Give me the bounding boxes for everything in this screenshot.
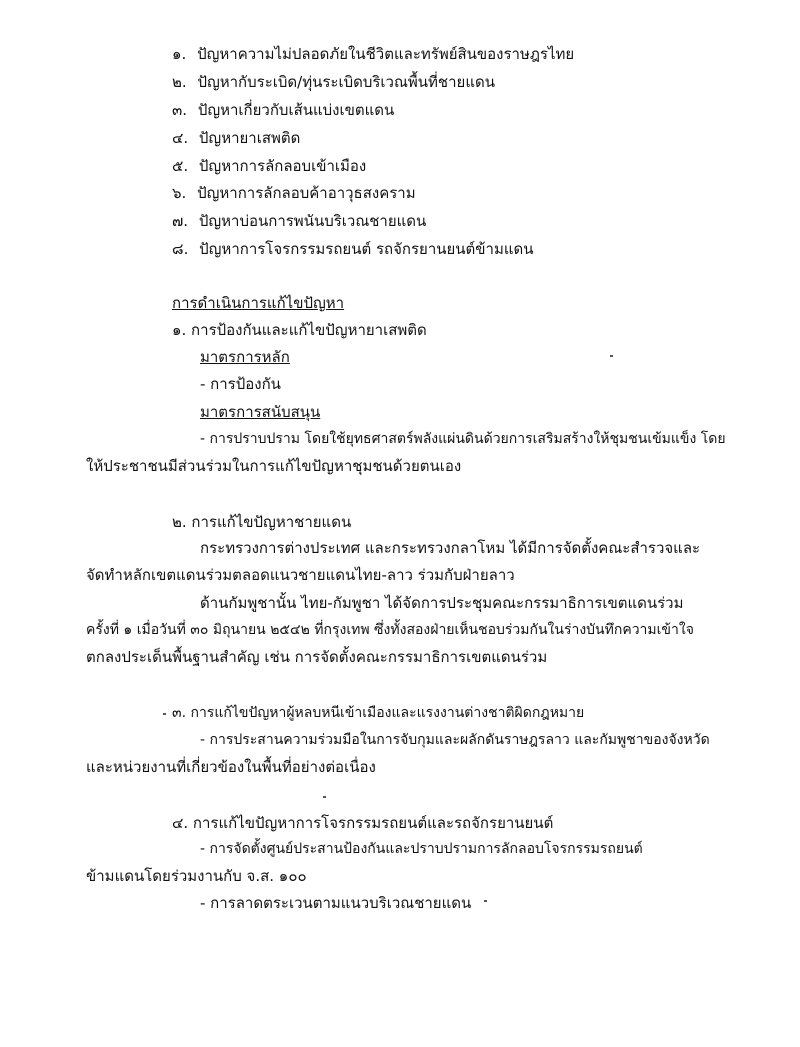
section-2-para-2-line-3: ตกลงประเด็นพื้นฐานสำคัญ เช่น การจัดตั้งคณะกรรมาธิการเขตแดนร่วม: [86, 648, 548, 666]
problem-text: ปัญหากับระเบิด/ทุ่นระเบิดบริเวณพื้นที่ชายแดน: [197, 73, 495, 91]
problem-item-6: [172, 183, 416, 203]
problem-text: ปัญหาการลักลอบค้าอาวุธสงคราม: [197, 184, 416, 202]
problem-number: ๘.: [172, 240, 189, 258]
problem-text: ปัญหาการลักลอบเข้าเมือง: [198, 157, 367, 175]
section-4-title: ๔. การแก้ไขปัญหาการโจรกรรมรถยนต์และรถจักรยานยนต์: [172, 814, 554, 832]
problem-item-7: [172, 211, 426, 231]
problem-number: ๓.: [172, 101, 188, 119]
support-measure-line-2: ให้ประชาชนมีส่วนร่วมในการแก้ไขปัญหาชุมชนด้วยตนเอง: [86, 457, 462, 475]
section-1-title: ๑. การป้องกันและแก้ไขปัญหายาเสพติด: [172, 321, 427, 339]
main-measure-item: - การป้องกัน: [200, 375, 281, 393]
section-2-para-1-line-2: จัดทำหลักเขตแดนร่วมตลอดแนวชายแดนไทย-ลาว ร่วมกับฝ่ายลาว: [86, 566, 515, 584]
problem-number: ๗.: [172, 212, 189, 230]
support-measure-line-1: - การปราบปราม โดยใช้ยุทธศาสตร์พลังแผ่นดินด้วยการเสริมสร้างให้ชุมชนเข้มแข็ง โดย: [200, 431, 726, 447]
problem-item-2: [172, 72, 495, 92]
section-4-line-1: - การจัดตั้งศูนย์ประสานป้องกันและปราบปรามการลักลอบโจรกรรมรถยนต์: [200, 841, 643, 857]
main-measure-heading: มาตรการหลัก: [200, 348, 290, 366]
problem-number: ๑.: [172, 45, 187, 63]
section-3-title: ๓. การแก้ไขปัญหาผู้หลบหนีเข้าเมืองและแรงงานต่างชาติผิดกฎหมาย: [172, 705, 585, 721]
problem-item-1: [172, 44, 574, 64]
section-4-line-2: ข้ามแดนโดยร่วมงานกับ จ.ส. ๑๐๐: [86, 867, 307, 885]
section-3-line-1: - การประสานความร่วมมือในการจับกุมและผลักดันราษฎรลาว และกัมพูชาของจังหวัด: [200, 732, 710, 748]
problem-text: ปัญหาการโจรกรรมรถยนต์ รถจักรยานยนต์ข้ามแดน: [199, 240, 534, 258]
scan-speck: [323, 796, 326, 798]
problem-item-8: [172, 239, 534, 259]
section-4-line-3: - การลาดตระเวนตามแนวบริเวณชายแดน: [200, 894, 472, 912]
problem-item-4: [172, 128, 300, 148]
problem-number: ๕.: [172, 157, 189, 175]
section-2-title: ๒. การแก้ไขปัญหาชายแดน: [172, 513, 352, 531]
section-2-para-1-line-1: กระทรวงการต่างประเทศ และกระทรวงกลาโหม ได้มีการจัดตั้งคณะสำรวจและ: [200, 539, 701, 557]
section-2-para-2-line-1: ด้านกัมพูชานั้น ไทย-กัมพูชา ได้จัดการประชุมคณะกรรมาธิการเขตแดนร่วม: [200, 594, 684, 612]
problem-number: ๖.: [172, 184, 187, 202]
section-2-para-2-line-2: ครั้งที่ ๑ เมื่อวันที่ ๓๐ มิถุนายน ๒๕๔๒ ที่กรุงเทพ ซึ่งทั้งสองฝ่ายเห็นชอบร่วมกันในร่างบันทึกความเข้าใจ: [86, 622, 694, 638]
problem-text: ปัญหาเกี่ยวกับเส้นแบ่งเขตแดน: [197, 101, 395, 119]
problem-item-5: [172, 156, 366, 176]
section-3-line-2: และหน่วยงานที่เกี่ยวข้องในพื้นที่อย่างต่อเนื่อง: [86, 758, 376, 776]
problem-number: ๒.: [172, 73, 187, 91]
problem-number: ๔.: [172, 129, 189, 147]
support-measure-heading: มาตรการสนับสนุน: [200, 403, 321, 421]
problem-text: ปัญหาบ่อนการพนันบริเวณชายแดน: [198, 212, 427, 230]
scan-speck: [610, 355, 613, 357]
problem-text: ปัญหายาเสพติด: [198, 129, 301, 147]
problem-item-3: [172, 100, 394, 120]
solutions-heading: การดำเนินการแก้ไขปัญหา: [172, 294, 345, 312]
problem-text: ปัญหาความไม่ปลอดภัยในชีวิตและทรัพย์สินของราษฎรไทย: [197, 45, 575, 63]
scan-speck: [163, 713, 166, 715]
scan-speck: [484, 900, 487, 902]
